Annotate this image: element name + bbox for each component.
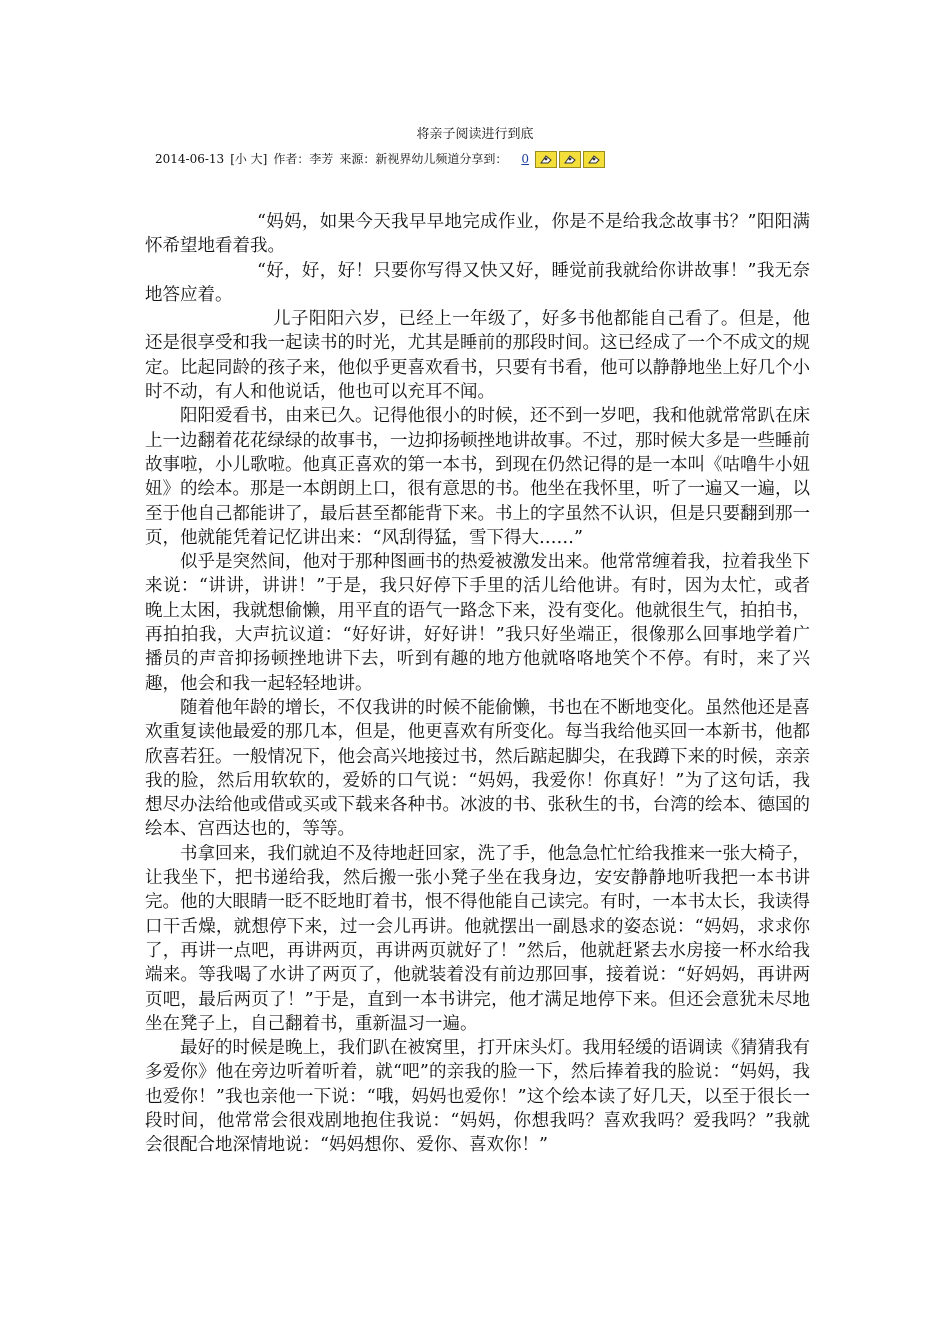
paragraph: 随着他年龄的增长，不仅我讲的时候不能偷懒，书也在不断地变化。虽然他还是喜欢重复读他最爱的那几本，但是，他更喜欢有所变化。每当我给他买回一本新书，他都欣喜若狂。一般情况下，他会高兴地接过书，然后踮起脚尖，在我蹲下来的时候，亲亲我的脸，然后用软软的，爱娇的口气说：“妈妈，我爱你！你真好！”为了这句话，我想尽办法给他或借或买或下载来各种书。冰波的书、张秋生的书，台湾的绘本、德国的绘本、宫西达也的，等等。 (145, 697, 810, 840)
paragraph: 书拿回来，我们就迫不及待地赶回家，洗了手，他急急忙忙给我推来一张大椅子，让我坐下，把书递给我，然后搬一张小凳子坐在我身边，安安静静地听我把一本书讲完。他的大眼睛一眨不眨地盯着书，恨不得他能自己读完。有时，一本书太长，我读得口干舌燥，就想停下来，过一会儿再讲。他就摆出一副恳求的姿态说：“妈妈，求求你了，再讲一点吧，再讲两页，再讲两页就好了！”然后，他就赶紧去水房接一杯水给我端来。等我喝了水讲了两页了，他就装着没有前边那回事，接着说：“好妈妈，再讲两页吧，最后两页了！”于是，直到一本书讲完，他才满足地停下来。但还会意犹未尽地坐在凳子上，自己翻着书，重新温习一遍。 (145, 843, 810, 1034)
paragraph: “妈妈，如果今天我早早地完成作业，你是不是给我念故事书？”阳阳满怀希望地看着我。 (145, 212, 810, 257)
paragraph: 最好的时候是晚上，我们趴在被窝里，打开床头灯。我用轻缓的语调读《猜猜我有多爱你》他在旁边听着听着，就“吧”的亲我的脸一下，然后捧着我的脸说：“妈妈，我也爱你！”我也亲他一下说：“哦，妈妈也爱你！”这个绘本读了好几天，以至于很长一段时间，他常常会很戏剧地抱住我说：“妈妈，你想我吗？喜欢我吗？爱我吗？”我就会很配合地深情地说：“妈妈想你、爱你、喜欢你！” (145, 1038, 810, 1156)
share-count-link[interactable]: 0 (521, 152, 530, 166)
share-icons (535, 151, 605, 168)
paragraph: “好，好，好！只要你写得又快又好，睡觉前我就给你讲故事！”我无奈地答应着。 (145, 260, 810, 305)
paragraph: 阳阳爱看书，由来已久。记得他很小的时候，还不到一岁吧，我和他就常常趴在床上一边翻着花花绿绿的故事书，一边抑扬顿挫地讲故事。不过，那时候大多是一些睡前故事啦，小儿歌啦。他真正喜欢的第一本书，到现在仍然记得的是一本叫《咕噜牛小妞妞》的绘本。那是一本朗朗上口，很有意思的书。他坐在我怀里，听了一遍又一遍，以至于他自己都能讲了，最后甚至都能背下来。书上的字虽然不认识，但是只要翻到那一页，他就能凭着记忆讲出来：“风刮得猛，雪下得大……” (145, 406, 810, 548)
publish-date: 2014-06-13 (155, 152, 225, 166)
paragraph: 儿子阳阳六岁，已经上一年级了，好多书他都能自己看了。但是，他还是很享受和我一起读书的时光，尤其是睡前的那段时间。这已经成了一个不成文的规定。比起同龄的孩子来，他似乎更喜欢看书，只要有书看，他可以静静地坐上好几个小时不动，有人和他说话，他也可以充耳不闻。 (145, 309, 810, 403)
article-body (145, 210, 810, 1158)
author: 作者：李芳 (273, 152, 334, 166)
article-meta (155, 150, 605, 168)
share-icon[interactable] (583, 151, 605, 168)
share-icon[interactable] (535, 151, 557, 168)
font-size-control[interactable]: [小 大] (230, 152, 268, 166)
share-icon[interactable] (559, 151, 581, 168)
paragraph: 似乎是突然间，他对于那种图画书的热爱被激发出来。他常常缠着我，拉着我坐下来说：“讲讲，讲讲！”于是，我只好停下手里的活儿给他讲。有时，因为太忙，或者晚上太困，我就想偷懒，用平直的语气一路念下来，没有变化。他就很生气，拍拍书，再拍拍我，大声抗议道：“好好讲，好好讲！”我只好坐端正，很像那么回事地学着广播员的声音抑扬顿挫地讲下去，听到有趣的地方他就咯咯地笑个不停。有时，来了兴趣，他会和我一起轻轻地讲。 (145, 552, 810, 694)
share-label: 分享到： (459, 152, 508, 166)
source: 来源：新视界幼儿频道 (339, 152, 460, 166)
article-title: 将亲子阅读进行到底 (416, 127, 534, 142)
